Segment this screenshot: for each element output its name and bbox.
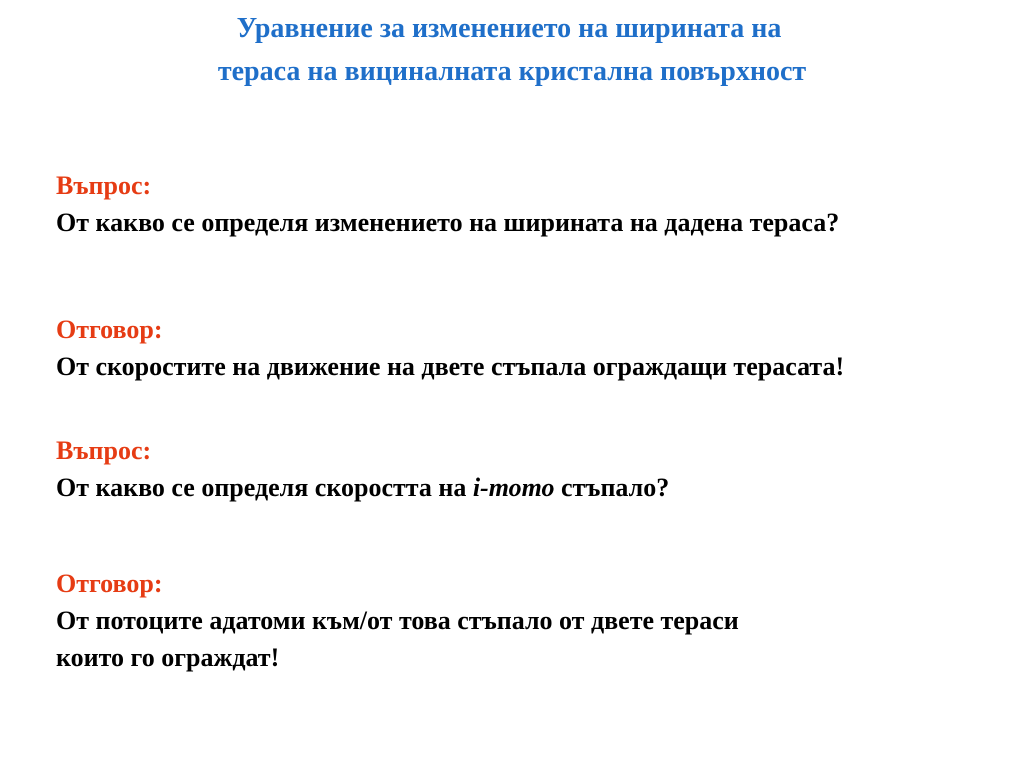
answer-text: От скоростите на движение на двете стъпала ограждащи терасата! [56,352,845,381]
answer-block-2 [56,565,739,676]
question-block-2 [56,432,669,506]
question-text-start: От какво се определя скоростта на [56,473,473,502]
question-text [56,469,669,506]
slide-title-line-1: Уравнение за изменението на ширината на [236,13,782,44]
answer-label: Отговор: [56,569,163,598]
question-label: Въпрос: [56,436,152,465]
answer-label: Отговор: [56,315,163,344]
answer-block-1 [56,311,844,385]
answer-text-line-2: които го ограждат! [56,643,280,672]
question-text: От какво се определя изменението на ширината на дадена тераса? [56,208,840,237]
question-label: Въпрос: [56,171,152,200]
answer-text-line-1: От потоците адатоми към/от това стъпало от двете тераси [56,606,739,635]
question-block-1 [56,167,839,241]
question-text-italic: i-тото [472,473,555,502]
slide-title-line-2: тераса на вициналната кристална повърхност [217,56,807,87]
question-text-end: стъпало? [554,473,670,502]
